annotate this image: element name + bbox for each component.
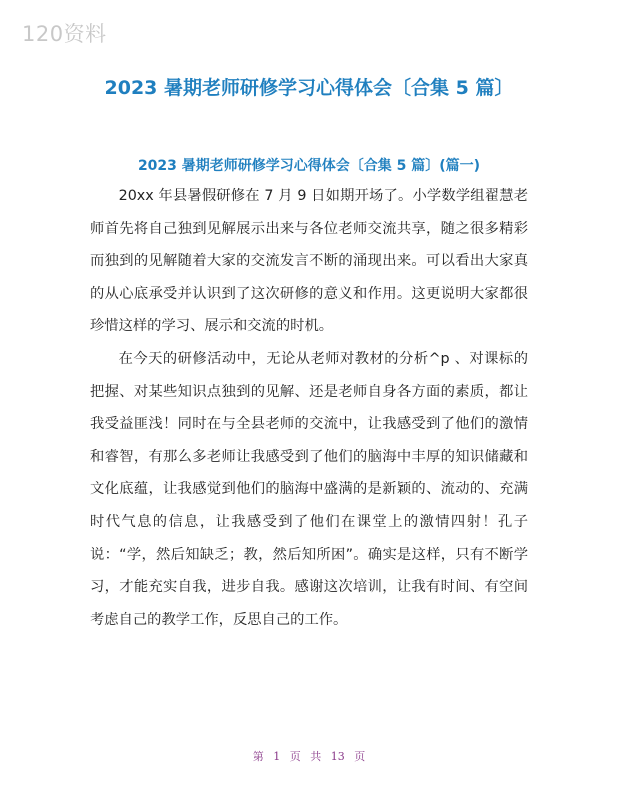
section-heading: 2023 暑期老师研修学习心得体会〔合集 5 篇〕(篇一) [137,158,481,174]
document-body [90,180,528,636]
document-title: 2023 暑期老师研修学习心得体会〔合集 5 篇〕 [104,77,514,99]
paragraph-2: 在今天的研修活动中，无论从老师对教材的分析^p 、对课标的把握、对某些知识点独到的见解、还是老师自身各方面的素质，都让我受益匪浅！同时在与全县老师的交流中，让我感受到了他们的激情和睿智，有那么多老师让我感受到了他们的脑海中丰厚的知识储藏和文化底蕴，让我感觉到他们的脑海中盛满的是新颖的、流动的、充满时代气息的信息，让我感受到了他们在课堂上的激情四射！孔子说：“学，然后知缺乏；教，然后知所困”。确实是这样，只有不断学习，才能充实自我，进步自我。感谢这次培训，让我有时间、有空间考虑自己的教学工作，反思自己的工作。 [90,350,528,628]
watermark-logo: 120资料 [22,22,107,46]
page-indicator: 第 1 页 共 13 页 [252,750,366,763]
paragraph-1: 20xx 年县暑假研修在 7 月 9 日如期开场了。小学数学组翟慧老师首先将自己独到见解展示出来与各位老师交流共享，随之很多精彩而独到的见解随着大家的交流发言不断的涌现出来。可以看出大家真的从心底承受并认识到了这次研修的意义和作用。这更说明大家都很珍惜这样的学习、展示和交流的时机。 [90,188,528,335]
